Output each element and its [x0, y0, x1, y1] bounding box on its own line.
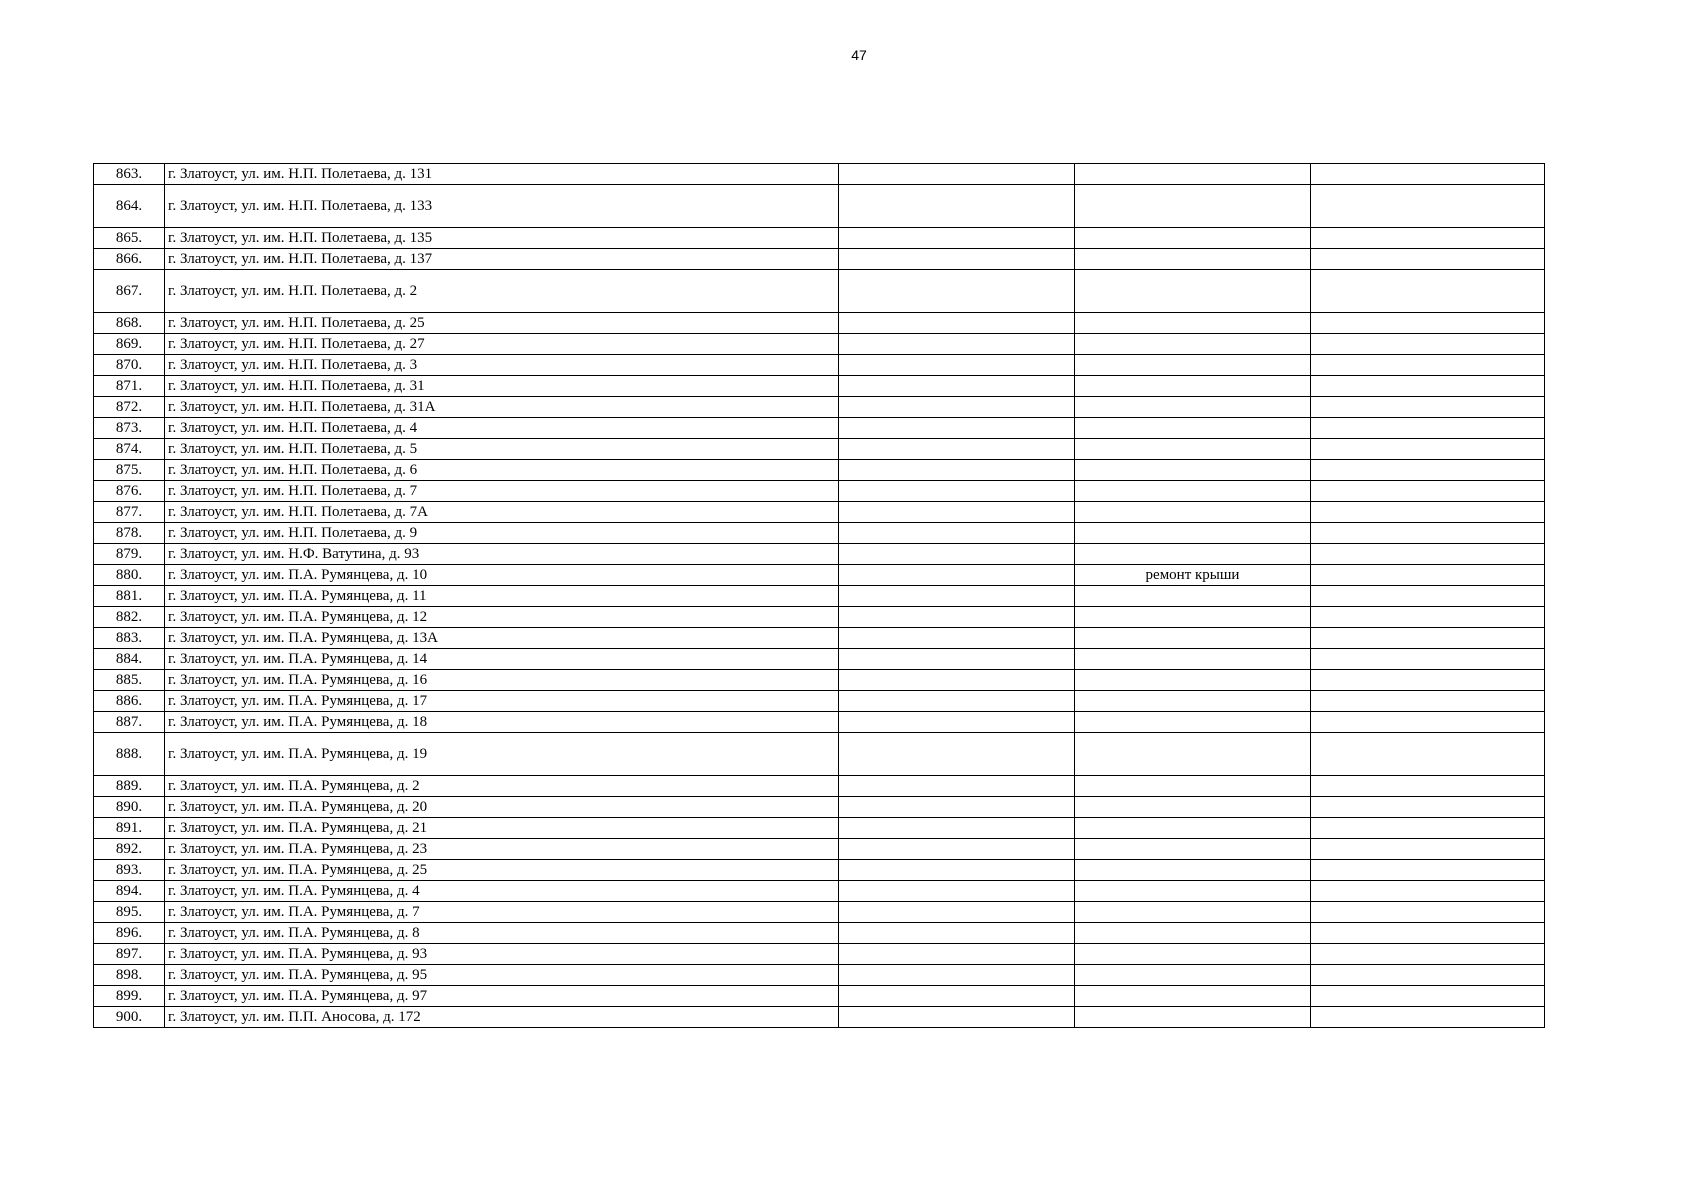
address-cell: г. Златоуст, ул. им. Н.П. Полетаева, д. 5: [165, 439, 839, 460]
row-number-cell: 882.: [94, 607, 165, 628]
address-cell: г. Златоуст, ул. им. Н.П. Полетаева, д. 31: [165, 376, 839, 397]
column-4-cell: ремонт крыши: [1075, 565, 1311, 586]
table-row: [94, 418, 1545, 439]
column-5-cell: [1311, 818, 1545, 839]
column-4-cell: [1075, 944, 1311, 965]
column-3-cell: [839, 797, 1075, 818]
column-5-cell: [1311, 839, 1545, 860]
table-row: [94, 565, 1545, 586]
column-3-cell: [839, 839, 1075, 860]
address-cell: г. Златоуст, ул. им. П.А. Румянцева, д. 8: [165, 923, 839, 944]
column-4-cell: [1075, 185, 1311, 228]
column-3-cell: [839, 628, 1075, 649]
row-number-cell: 898.: [94, 965, 165, 986]
row-number-cell: 890.: [94, 797, 165, 818]
column-5-cell: [1311, 797, 1545, 818]
column-5-cell: [1311, 776, 1545, 797]
column-3-cell: [839, 185, 1075, 228]
row-number-cell: 896.: [94, 923, 165, 944]
row-number-cell: 900.: [94, 1007, 165, 1028]
row-number-cell: 883.: [94, 628, 165, 649]
table-row: [94, 228, 1545, 249]
address-cell: г. Златоуст, ул. им. П.А. Румянцева, д. 14: [165, 649, 839, 670]
row-number-cell: 886.: [94, 691, 165, 712]
table-body: [94, 164, 1545, 1028]
table-row: [94, 481, 1545, 502]
address-cell: г. Златоуст, ул. им. П.А. Румянцева, д. 21: [165, 818, 839, 839]
column-5-cell: [1311, 355, 1545, 376]
column-5-cell: [1311, 481, 1545, 502]
column-3-cell: [839, 270, 1075, 313]
column-3-cell: [839, 712, 1075, 733]
table-row: [94, 164, 1545, 185]
address-cell: г. Златоуст, ул. им. П.А. Румянцева, д. 23: [165, 839, 839, 860]
table-row: [94, 691, 1545, 712]
row-number-cell: 891.: [94, 818, 165, 839]
row-number-cell: 897.: [94, 944, 165, 965]
row-number-cell: 872.: [94, 397, 165, 418]
column-5-cell: [1311, 628, 1545, 649]
table-row: [94, 628, 1545, 649]
column-5-cell: [1311, 544, 1545, 565]
address-cell: г. Златоуст, ул. им. Н.П. Полетаева, д. 27: [165, 334, 839, 355]
column-5-cell: [1311, 944, 1545, 965]
address-cell: г. Златоуст, ул. им. П.А. Румянцева, д. 12: [165, 607, 839, 628]
column-4-cell: [1075, 544, 1311, 565]
column-3-cell: [839, 776, 1075, 797]
row-number-cell: 873.: [94, 418, 165, 439]
address-cell: г. Златоуст, ул. им. П.А. Румянцева, д. 11: [165, 586, 839, 607]
column-3-cell: [839, 860, 1075, 881]
column-5-cell: [1311, 881, 1545, 902]
column-4-cell: [1075, 249, 1311, 270]
address-cell: г. Златоуст, ул. им. П.А. Румянцева, д. 2: [165, 776, 839, 797]
column-3-cell: [839, 902, 1075, 923]
column-4-cell: [1075, 986, 1311, 1007]
column-5-cell: [1311, 607, 1545, 628]
table-row: [94, 334, 1545, 355]
address-cell: г. Златоуст, ул. им. Н.Ф. Ватутина, д. 93: [165, 544, 839, 565]
column-3-cell: [839, 460, 1075, 481]
column-3-cell: [839, 523, 1075, 544]
column-4-cell: [1075, 439, 1311, 460]
column-4-cell: [1075, 586, 1311, 607]
column-5-cell: [1311, 397, 1545, 418]
column-4-cell: [1075, 355, 1311, 376]
column-3-cell: [839, 355, 1075, 376]
address-cell: г. Златоуст, ул. им. П.А. Румянцева, д. 20: [165, 797, 839, 818]
address-cell: г. Златоуст, ул. им. П.А. Румянцева, д. 7: [165, 902, 839, 923]
column-4-cell: [1075, 523, 1311, 544]
column-3-cell: [839, 228, 1075, 249]
column-5-cell: [1311, 164, 1545, 185]
column-4-cell: [1075, 228, 1311, 249]
row-number-cell: 865.: [94, 228, 165, 249]
address-cell: г. Златоуст, ул. им. П.А. Румянцева, д. 16: [165, 670, 839, 691]
column-4-cell: [1075, 270, 1311, 313]
column-5-cell: [1311, 965, 1545, 986]
table-row: [94, 439, 1545, 460]
column-5-cell: [1311, 691, 1545, 712]
row-number-cell: 878.: [94, 523, 165, 544]
address-cell: г. Златоуст, ул. им. Н.П. Полетаева, д. 4: [165, 418, 839, 439]
table-row: [94, 818, 1545, 839]
column-4-cell: [1075, 164, 1311, 185]
column-4-cell: [1075, 502, 1311, 523]
row-number-cell: 864.: [94, 185, 165, 228]
column-4-cell: [1075, 797, 1311, 818]
address-cell: г. Златоуст, ул. им. П.А. Румянцева, д. 19: [165, 733, 839, 776]
column-5-cell: [1311, 334, 1545, 355]
column-3-cell: [839, 923, 1075, 944]
column-3-cell: [839, 376, 1075, 397]
table-row: [94, 607, 1545, 628]
table-row: [94, 249, 1545, 270]
address-table: [93, 163, 1545, 1028]
table-row: [94, 860, 1545, 881]
column-3-cell: [839, 249, 1075, 270]
row-number-cell: 877.: [94, 502, 165, 523]
column-3-cell: [839, 502, 1075, 523]
column-3-cell: [839, 881, 1075, 902]
row-number-cell: 899.: [94, 986, 165, 1007]
column-5-cell: [1311, 986, 1545, 1007]
row-number-cell: 884.: [94, 649, 165, 670]
column-3-cell: [839, 1007, 1075, 1028]
address-cell: г. Златоуст, ул. им. Н.П. Полетаева, д. 3: [165, 355, 839, 376]
column-4-cell: [1075, 860, 1311, 881]
column-4-cell: [1075, 818, 1311, 839]
column-4-cell: [1075, 670, 1311, 691]
column-4-cell: [1075, 313, 1311, 334]
column-3-cell: [839, 733, 1075, 776]
column-3-cell: [839, 691, 1075, 712]
column-5-cell: [1311, 733, 1545, 776]
address-cell: г. Златоуст, ул. им. Н.П. Полетаева, д. 131: [165, 164, 839, 185]
address-cell: г. Златоуст, ул. им. Н.П. Полетаева, д. 9: [165, 523, 839, 544]
column-5-cell: [1311, 185, 1545, 228]
column-4-cell: [1075, 776, 1311, 797]
column-5-cell: [1311, 649, 1545, 670]
table-row: [94, 944, 1545, 965]
table-row: [94, 1007, 1545, 1028]
column-5-cell: [1311, 270, 1545, 313]
row-number-cell: 875.: [94, 460, 165, 481]
address-cell: г. Златоуст, ул. им. П.А. Румянцева, д. 25: [165, 860, 839, 881]
table-row: [94, 797, 1545, 818]
row-number-cell: 880.: [94, 565, 165, 586]
column-3-cell: [839, 439, 1075, 460]
table-row: [94, 502, 1545, 523]
row-number-cell: 871.: [94, 376, 165, 397]
column-5-cell: [1311, 228, 1545, 249]
table-row: [94, 839, 1545, 860]
table-row: [94, 649, 1545, 670]
row-number-cell: 895.: [94, 902, 165, 923]
page-number: 47: [851, 47, 867, 63]
table-row: [94, 902, 1545, 923]
column-5-cell: [1311, 376, 1545, 397]
address-cell: г. Златоуст, ул. им. П.А. Румянцева, д. 95: [165, 965, 839, 986]
row-number-cell: 874.: [94, 439, 165, 460]
column-5-cell: [1311, 439, 1545, 460]
column-5-cell: [1311, 565, 1545, 586]
table-row: [94, 523, 1545, 544]
column-3-cell: [839, 565, 1075, 586]
column-5-cell: [1311, 1007, 1545, 1028]
column-3-cell: [839, 334, 1075, 355]
address-cell: г. Златоуст, ул. им. Н.П. Полетаева, д. 135: [165, 228, 839, 249]
column-3-cell: [839, 418, 1075, 439]
address-cell: г. Златоуст, ул. им. Н.П. Полетаева, д. 133: [165, 185, 839, 228]
table-row: [94, 776, 1545, 797]
table-row: [94, 923, 1545, 944]
column-3-cell: [839, 944, 1075, 965]
address-cell: г. Златоуст, ул. им. Н.П. Полетаева, д. 7: [165, 481, 839, 502]
column-5-cell: [1311, 670, 1545, 691]
column-4-cell: [1075, 628, 1311, 649]
row-number-cell: 876.: [94, 481, 165, 502]
table-row: [94, 397, 1545, 418]
column-3-cell: [839, 164, 1075, 185]
row-number-cell: 889.: [94, 776, 165, 797]
column-4-cell: [1075, 965, 1311, 986]
table-row: [94, 544, 1545, 565]
column-4-cell: [1075, 733, 1311, 776]
row-number-cell: 888.: [94, 733, 165, 776]
column-3-cell: [839, 649, 1075, 670]
address-cell: г. Златоуст, ул. им. Н.П. Полетаева, д. 25: [165, 313, 839, 334]
row-number-cell: 893.: [94, 860, 165, 881]
column-5-cell: [1311, 502, 1545, 523]
table-row: [94, 670, 1545, 691]
row-number-cell: 894.: [94, 881, 165, 902]
address-cell: г. Златоуст, ул. им. Н.П. Полетаева, д. 31А: [165, 397, 839, 418]
column-5-cell: [1311, 523, 1545, 544]
address-cell: г. Златоуст, ул. им. Н.П. Полетаева, д. 137: [165, 249, 839, 270]
column-5-cell: [1311, 902, 1545, 923]
table-row: [94, 712, 1545, 733]
address-cell: г. Златоуст, ул. им. Н.П. Полетаева, д. 6: [165, 460, 839, 481]
table-row: [94, 986, 1545, 1007]
address-cell: г. Златоуст, ул. им. Н.П. Полетаева, д. 7А: [165, 502, 839, 523]
column-3-cell: [839, 607, 1075, 628]
row-number-cell: 887.: [94, 712, 165, 733]
address-cell: г. Златоуст, ул. им. П.А. Румянцева, д. 17: [165, 691, 839, 712]
column-3-cell: [839, 397, 1075, 418]
table-row: [94, 313, 1545, 334]
row-number-cell: 868.: [94, 313, 165, 334]
column-4-cell: [1075, 649, 1311, 670]
address-cell: г. Златоуст, ул. им. П.А. Румянцева, д. 18: [165, 712, 839, 733]
column-3-cell: [839, 986, 1075, 1007]
address-cell: г. Златоуст, ул. им. П.А. Румянцева, д. 10: [165, 565, 839, 586]
row-number-cell: 863.: [94, 164, 165, 185]
column-4-cell: [1075, 481, 1311, 502]
column-4-cell: [1075, 923, 1311, 944]
address-cell: г. Златоуст, ул. им. П.А. Румянцева, д. 13А: [165, 628, 839, 649]
column-5-cell: [1311, 460, 1545, 481]
column-5-cell: [1311, 923, 1545, 944]
table-row: [94, 376, 1545, 397]
table-row: [94, 586, 1545, 607]
row-number-cell: 881.: [94, 586, 165, 607]
table-row: [94, 355, 1545, 376]
address-cell: г. Златоуст, ул. им. П.А. Румянцева, д. 93: [165, 944, 839, 965]
column-4-cell: [1075, 607, 1311, 628]
column-4-cell: [1075, 376, 1311, 397]
column-4-cell: [1075, 418, 1311, 439]
column-3-cell: [839, 586, 1075, 607]
column-4-cell: [1075, 839, 1311, 860]
column-4-cell: [1075, 460, 1311, 481]
address-cell: г. Златоуст, ул. им. П.А. Румянцева, д. 97: [165, 986, 839, 1007]
table-row: [94, 881, 1545, 902]
column-4-cell: [1075, 881, 1311, 902]
row-number-cell: 879.: [94, 544, 165, 565]
table-row: [94, 733, 1545, 776]
row-number-cell: 869.: [94, 334, 165, 355]
column-4-cell: [1075, 1007, 1311, 1028]
row-number-cell: 870.: [94, 355, 165, 376]
row-number-cell: 892.: [94, 839, 165, 860]
column-3-cell: [839, 481, 1075, 502]
column-3-cell: [839, 313, 1075, 334]
row-number-cell: 866.: [94, 249, 165, 270]
column-3-cell: [839, 670, 1075, 691]
column-4-cell: [1075, 397, 1311, 418]
column-5-cell: [1311, 860, 1545, 881]
table-row: [94, 270, 1545, 313]
table-row: [94, 460, 1545, 481]
column-5-cell: [1311, 313, 1545, 334]
row-number-cell: 867.: [94, 270, 165, 313]
column-3-cell: [839, 818, 1075, 839]
column-5-cell: [1311, 418, 1545, 439]
row-number-cell: 885.: [94, 670, 165, 691]
address-cell: г. Златоуст, ул. им. Н.П. Полетаева, д. 2: [165, 270, 839, 313]
column-3-cell: [839, 544, 1075, 565]
column-4-cell: [1075, 691, 1311, 712]
column-4-cell: [1075, 902, 1311, 923]
column-3-cell: [839, 965, 1075, 986]
address-cell: г. Златоуст, ул. им. П.А. Румянцева, д. 4: [165, 881, 839, 902]
column-4-cell: [1075, 334, 1311, 355]
column-5-cell: [1311, 586, 1545, 607]
table-row: [94, 185, 1545, 228]
table-row: [94, 965, 1545, 986]
column-5-cell: [1311, 712, 1545, 733]
column-4-cell: [1075, 712, 1311, 733]
column-5-cell: [1311, 249, 1545, 270]
address-cell: г. Златоуст, ул. им. П.П. Аносова, д. 172: [165, 1007, 839, 1028]
